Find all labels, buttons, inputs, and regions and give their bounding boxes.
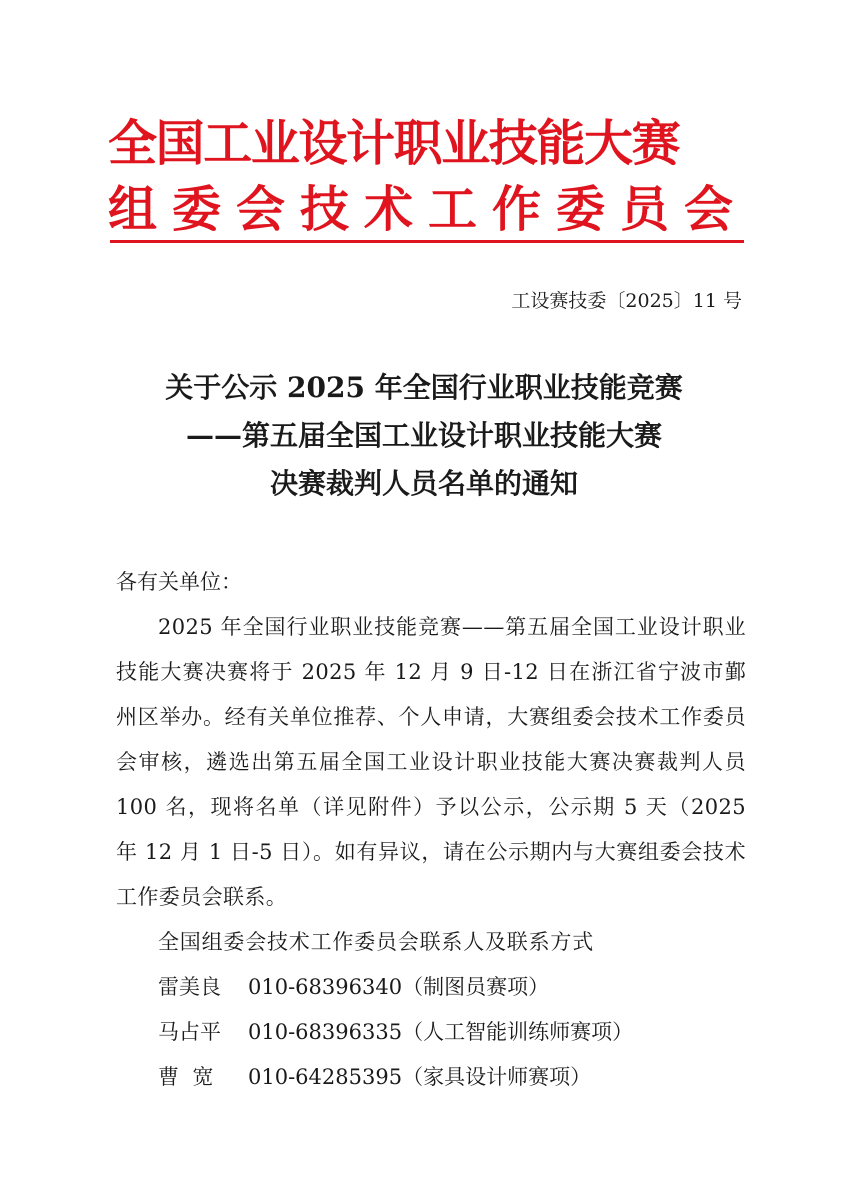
title-line-2: ——第五届全国工业设计职业技能大赛 (185, 419, 662, 452)
title-line-1: 关于公示 2025 年全国行业职业技能竞赛 (165, 371, 683, 404)
document-body (116, 560, 746, 1100)
contact-phone: 010-68396335（人工智能训练师赛项） (248, 1020, 634, 1044)
contact-row (116, 1010, 746, 1055)
contact-phone: 010-64285395（家具设计师赛项） (248, 1065, 592, 1089)
issuer-name-line2: 组委会技术工作委员会 (108, 181, 749, 238)
contact-name: 雷美良 (158, 975, 221, 999)
contact-row (116, 1055, 746, 1100)
notice-paragraph: 2025 年全国行业职业技能竞赛——第五届全国工业设计职业技能大赛决赛将于 2025 年 12 月 9 日-12 日在浙江省宁波市鄞州区举办。经有关单位推荐、个人申请，大赛组委会技术工作委员会审核，遴选出第五届全国工业设计职业技能大赛决赛裁判人员 100 名，现将名单（详见附件）予以公示，公示期 5 天（2025 年 12 月 1 日-5 日）。如有异议，请在公示期内与大赛组委会技术工作委员会联系。 (116, 615, 746, 909)
salutation: 各有关单位： (116, 570, 242, 594)
contact-phone: 010-68396340（制图员赛项） (248, 975, 550, 999)
document-number: 工设赛技委〔2025〕11 号 (511, 290, 742, 312)
contact-name: 马占平 (158, 1020, 221, 1044)
contact-intro: 全国组委会技术工作委员会联系人及联系方式 (158, 930, 594, 954)
header-red-divider (110, 240, 744, 243)
issuer-name-line1: 全国工业设计职业技能大赛 (108, 115, 680, 172)
contact-name: 曹 宽 (158, 1065, 214, 1089)
title-line-3: 决赛裁判人员名单的通知 (269, 467, 578, 500)
document-title (0, 364, 848, 508)
contact-row (116, 965, 746, 1010)
